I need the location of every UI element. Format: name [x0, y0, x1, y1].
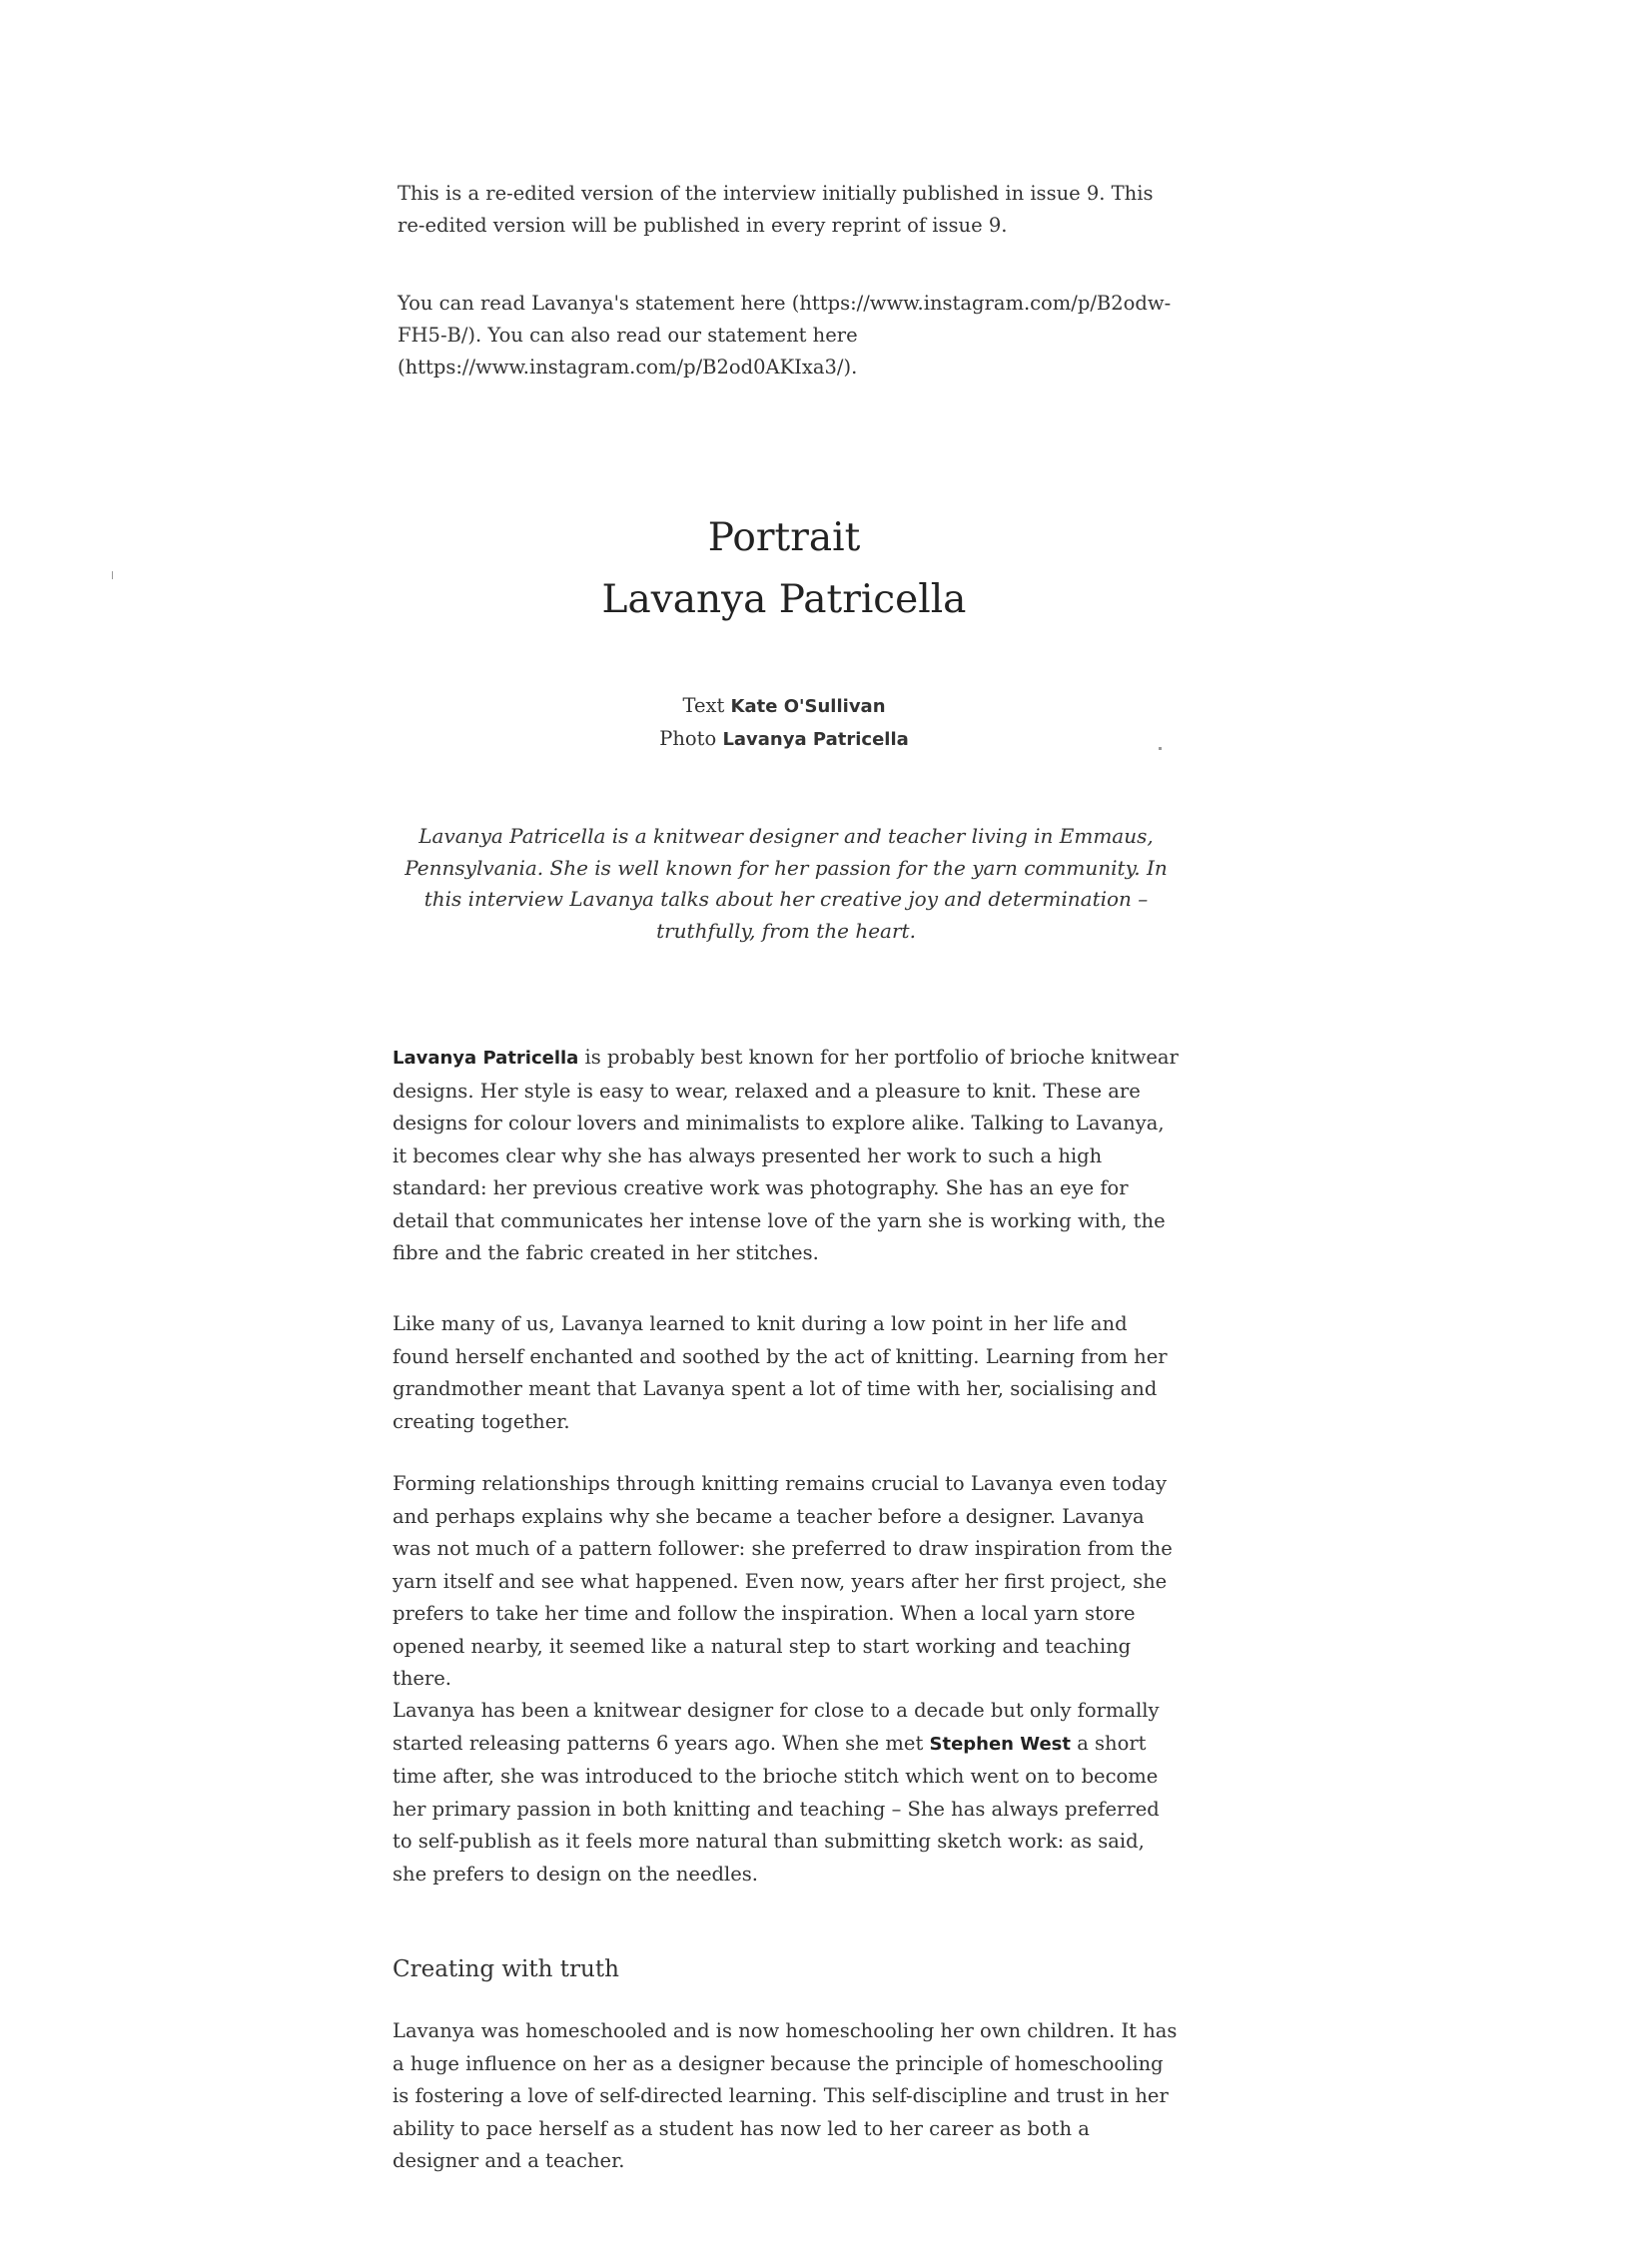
body-paragraph-1-name: Lavanya Patricella	[393, 1048, 579, 1069]
body-paragraph-3: Forming relationships through knitting remains crucial to Lavanya even today and perhaps explains why she became a teacher before a designer. Lavanya was not much of a pattern follower: she preferred to draw inspiration from the yarn itself and see what happened. Even now, years after her first project, she prefers to take her time and follow the inspiration. When a local yarn store opened nearby, it seemed like a natural step to start working and teaching there.	[393, 1472, 1173, 1690]
photo-credit-author: Lavanya Patricella	[722, 729, 909, 750]
body-paragraph-1-text: is probably best known for her portfolio of brioche knitwear designs. Her style is easy to wear, relaxed and a pleasure to knit. These are designs for colour lovers and minimalists to explore alike. Talking to Lavanya, it becomes clear why she has always presented her work to such a high standard: her previous creative work was photography. She has an eye for detail that communicates her intense love of the yarn she is working with, the fibre and the fabric created in her stitches.	[393, 1046, 1179, 1264]
body-paragraph-4-name: Stephen West	[929, 1733, 1072, 1755]
scan-speck	[112, 571, 113, 579]
photo-credit	[0, 722, 1568, 757]
body-paragraph-4	[393, 1695, 1182, 1890]
editorial-note-paragraph-1: This is a re-edited version of the interview initially published in issue 9. This re-edited version will be published in every reprint of issue 9.	[398, 182, 1154, 237]
body-paragraph-4-text-start: Lavanya has been a knitwear designer for close to a decade but only formally started releasing patterns 6 years ago. When she met	[393, 1699, 1160, 1755]
article-title: Lavanya Patricella	[601, 577, 967, 622]
scan-speck	[1159, 747, 1162, 750]
photo-credit-label: Photo	[659, 727, 717, 750]
body-paragraph-1	[393, 1042, 1182, 1270]
body-paragraph-5: Lavanya was homeschooled and is now homeschooling her own children. It has a huge influence on her as a designer because the principle of homeschooling is fostering a love of self-directed learning. This self-discipline and trust in her ability to pace herself as a student has now led to her career as both a designer and a teacher.	[393, 2019, 1178, 2172]
article-section-title: Portrait	[707, 515, 861, 560]
body-paragraph-2: Like many of us, Lavanya learned to knit during a low point in her life and found herself enchanted and soothed by the act of knitting. Learning from her grandmother meant that Lavanya spent a lot of time with her, socialising and creating together.	[393, 1312, 1168, 1433]
text-credit	[0, 689, 1568, 724]
body-paragraph-4-text-end: a short time after, she was introduced to the brioche stitch which went on to become her primary passion in both knitting and teaching – She has always preferred to self-publish as it feels more natural than submitting sketch work: as said, she prefers to design on the needles.	[393, 1731, 1160, 1886]
section-subheading: Creating with truth	[393, 1956, 619, 1982]
editorial-note-paragraph-2: You can read Lavanya's statement here (https://www.instagram.com/p/B2odw-FH5-B/). You can also read our statement here (https://www.instagram.com/p/B2od0AKIxa3/).	[398, 292, 1172, 378]
text-credit-label: Text	[682, 694, 725, 717]
article-lead: Lavanya Patricella is a knitwear designer and teacher living in Emmaus, Pennsylvania. She is well known for her passion for the yarn community. In this interview Lavanya talks about her creative joy and determination – truthfully, from the heart.	[405, 824, 1168, 943]
text-credit-author: Kate O'Sullivan	[730, 696, 886, 717]
